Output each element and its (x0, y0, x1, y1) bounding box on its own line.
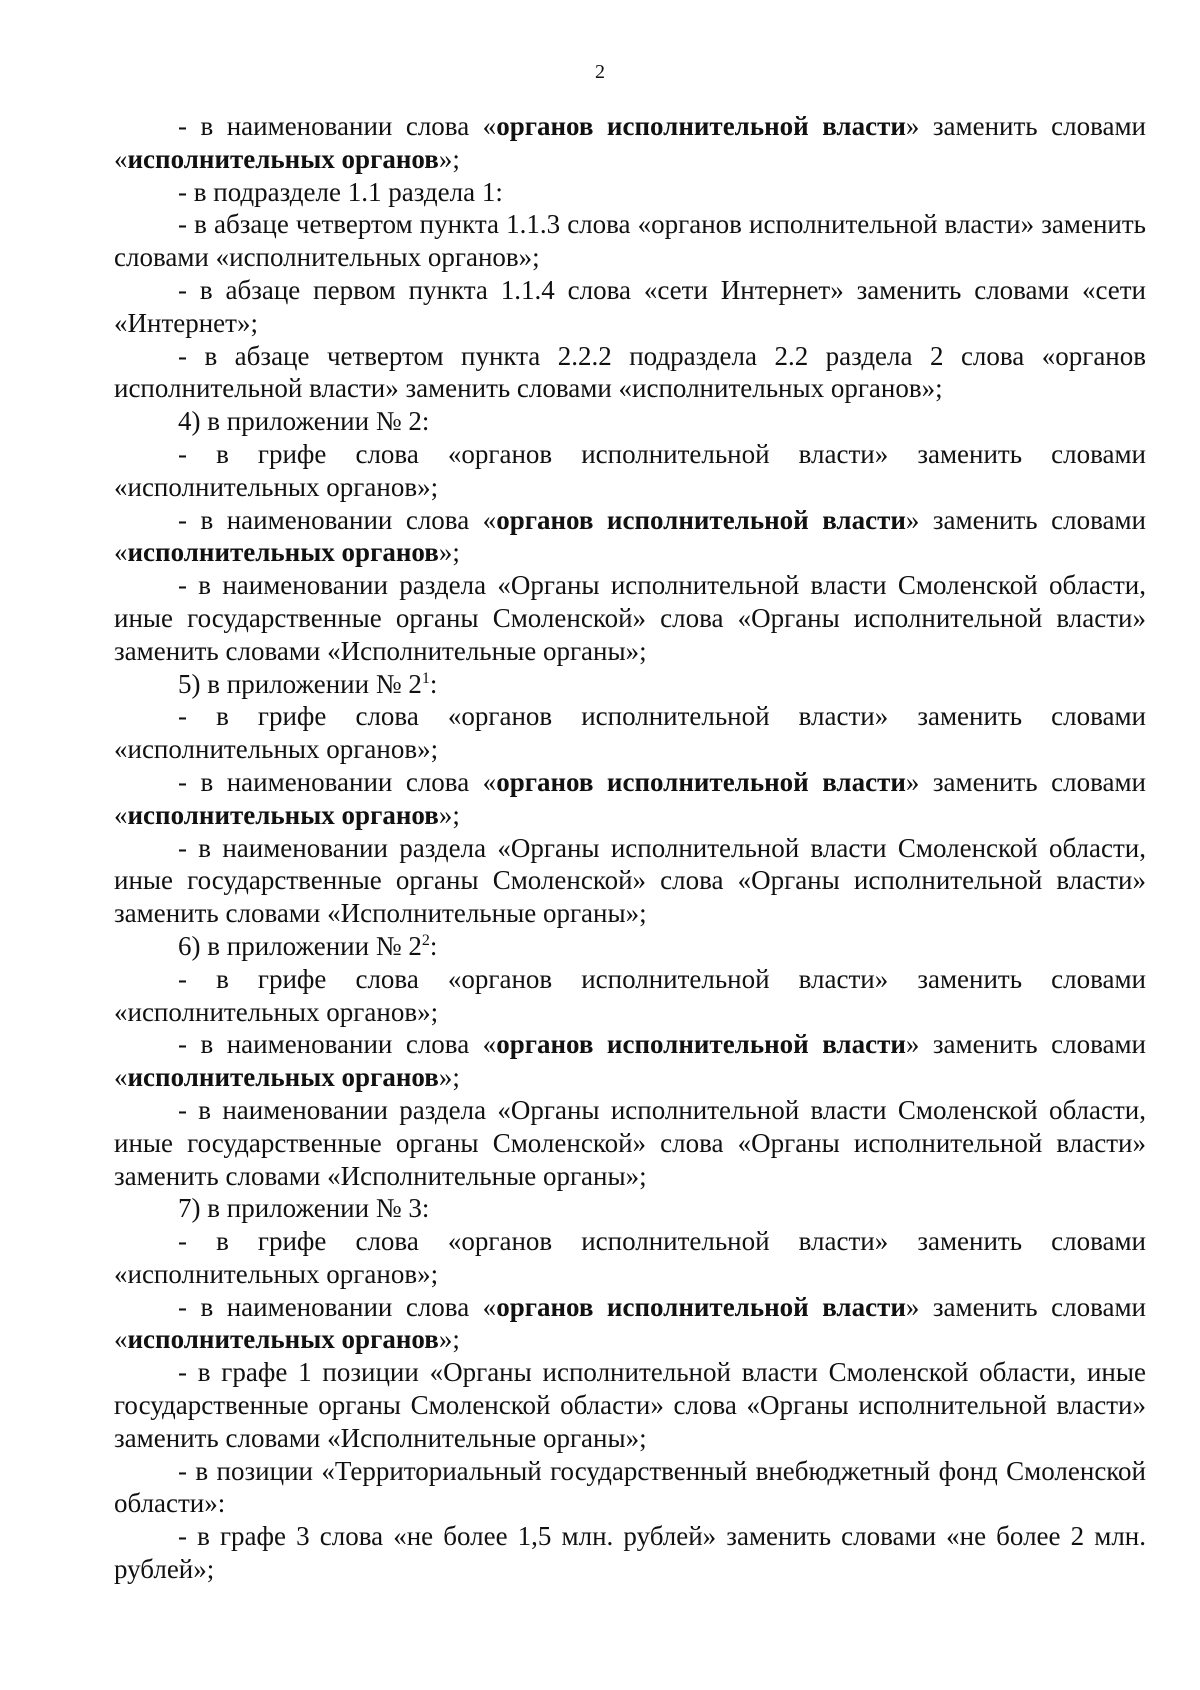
paragraph (114, 340, 1146, 406)
paragraph (114, 504, 1146, 570)
text-segment: » заменить словами « (114, 504, 1146, 568)
text-segment: 7) в приложении № 3: (178, 1193, 430, 1224)
bold-text: органов исполнительной власти (496, 504, 906, 535)
text-segment: - в наименовании слова « (178, 504, 497, 535)
text-segment: - в наименовании раздела «Органы исполнительной власти Смоленской области, иные государственные органы Смоленской» слова «Органы исполнительной власти» заменить словами «Исполнительные органы»; (114, 832, 1146, 929)
paragraph (114, 1356, 1146, 1454)
page-number: 2 (595, 61, 605, 83)
bold-text: исполнительных органов (127, 1324, 439, 1355)
bold-text: органов исполнительной власти (496, 111, 906, 141)
text-segment: - в грифе слова «органов исполнительной власти» заменить словами «исполнительных органов»; (114, 963, 1146, 1027)
document-body (114, 110, 1146, 1586)
text-segment: » заменить словами « (114, 1291, 1146, 1355)
text-segment: » заменить словами « (114, 111, 1146, 174)
paragraph (114, 700, 1146, 766)
bold-text: исполнительных органов (127, 143, 439, 174)
paragraph (114, 1520, 1146, 1586)
text-segment: »; (438, 1062, 460, 1093)
text-segment: - в подразделе 1.1 раздела 1: (178, 176, 503, 207)
text-segment: : (429, 930, 438, 961)
superscript: 1 (421, 669, 430, 687)
bold-text: исполнительных органов (127, 799, 439, 830)
paragraph (114, 110, 1146, 176)
paragraph (114, 1291, 1146, 1357)
text-segment: - в абзаце четвертом пункта 2.2.2 подраздела 2.2 раздела 2 слова «органов исполнительной власти» заменить словами «исполнительных органов»; (114, 340, 1146, 404)
text-segment: »; (438, 537, 460, 568)
text-segment: - в графе 1 позиции «Органы исполнительной власти Смоленской области, иные государственные органы Смоленской области» слова «Органы исполнительной власти» заменить словами «Исполнительные органы»; (114, 1357, 1146, 1453)
text-segment: »; (438, 1324, 460, 1355)
text-segment: - в абзаце четвертом пункта 1.1.3 слова «органов исполнительной власти» заменить словами «исполнительных органов»; (114, 209, 1146, 273)
paragraph (114, 274, 1146, 340)
text-segment: » заменить словами « (114, 1029, 1146, 1093)
paragraph (114, 438, 1146, 504)
text-segment: »; (438, 799, 460, 830)
paragraph (114, 405, 1146, 438)
paragraph (114, 1192, 1146, 1225)
bold-text: исполнительных органов (127, 537, 439, 568)
paragraph (114, 963, 1146, 1029)
bold-text: органов исполнительной власти (496, 1029, 906, 1060)
paragraph (114, 1455, 1146, 1521)
text-segment: - в позиции «Территориальный государственный внебюджетный фонд Смоленской области»: (114, 1455, 1146, 1519)
text-segment: : (429, 668, 438, 699)
paragraph (114, 1028, 1146, 1094)
text-segment: »; (438, 143, 460, 174)
text-segment: - в наименовании слова « (178, 1029, 497, 1060)
paragraph (114, 208, 1146, 274)
text-segment: - в наименовании слова « (178, 111, 497, 141)
text-segment: - в грифе слова «органов исполнительной власти» заменить словами «исполнительных органов»; (114, 701, 1146, 765)
text-segment: - в грифе слова «органов исполнительной власти» заменить словами «исполнительных органов»; (114, 438, 1146, 502)
text-segment: - в грифе слова «органов исполнительной власти» заменить словами «исполнительных органов»; (114, 1226, 1146, 1289)
paragraph (114, 1225, 1146, 1291)
paragraph (114, 1094, 1146, 1192)
paragraph (114, 668, 1146, 701)
paragraph (114, 930, 1146, 963)
text-segment: - в наименовании раздела «Органы исполнительной власти Смоленской области, иные государственные органы Смоленской» слова «Органы исполнительной власти» заменить словами «Исполнительные органы»; (114, 1094, 1146, 1191)
text-segment: - в графе 3 слова «не более 1,5 млн. рублей» заменить словами «не более 2 млн. рублей»; (114, 1521, 1146, 1585)
bold-text: исполнительных органов (127, 1062, 439, 1093)
paragraph (114, 766, 1146, 832)
paragraph (114, 832, 1146, 930)
text-segment: - в абзаце первом пункта 1.1.4 слова «сети Интернет» заменить словами «сети «Интернет»; (114, 274, 1146, 338)
text-segment: » заменить словами « (114, 766, 1146, 830)
paragraph (114, 569, 1146, 667)
text-segment: 4) в приложении № 2: (178, 406, 430, 437)
text-segment: - в наименовании слова « (178, 1291, 497, 1322)
text-segment: - в наименовании раздела «Органы исполнительной власти Смоленской области, иные государственные органы Смоленской» слова «Органы исполнительной власти» заменить словами «Исполнительные органы»; (114, 570, 1146, 666)
bold-text: органов исполнительной власти (496, 1291, 906, 1322)
superscript: 2 (421, 931, 430, 949)
paragraph (114, 176, 1146, 209)
bold-text: органов исполнительной власти (496, 766, 906, 797)
text-segment: - в наименовании слова « (178, 766, 497, 797)
text-segment: 6) в приложении № 2 (178, 930, 422, 961)
text-segment: 5) в приложении № 2 (178, 668, 422, 699)
